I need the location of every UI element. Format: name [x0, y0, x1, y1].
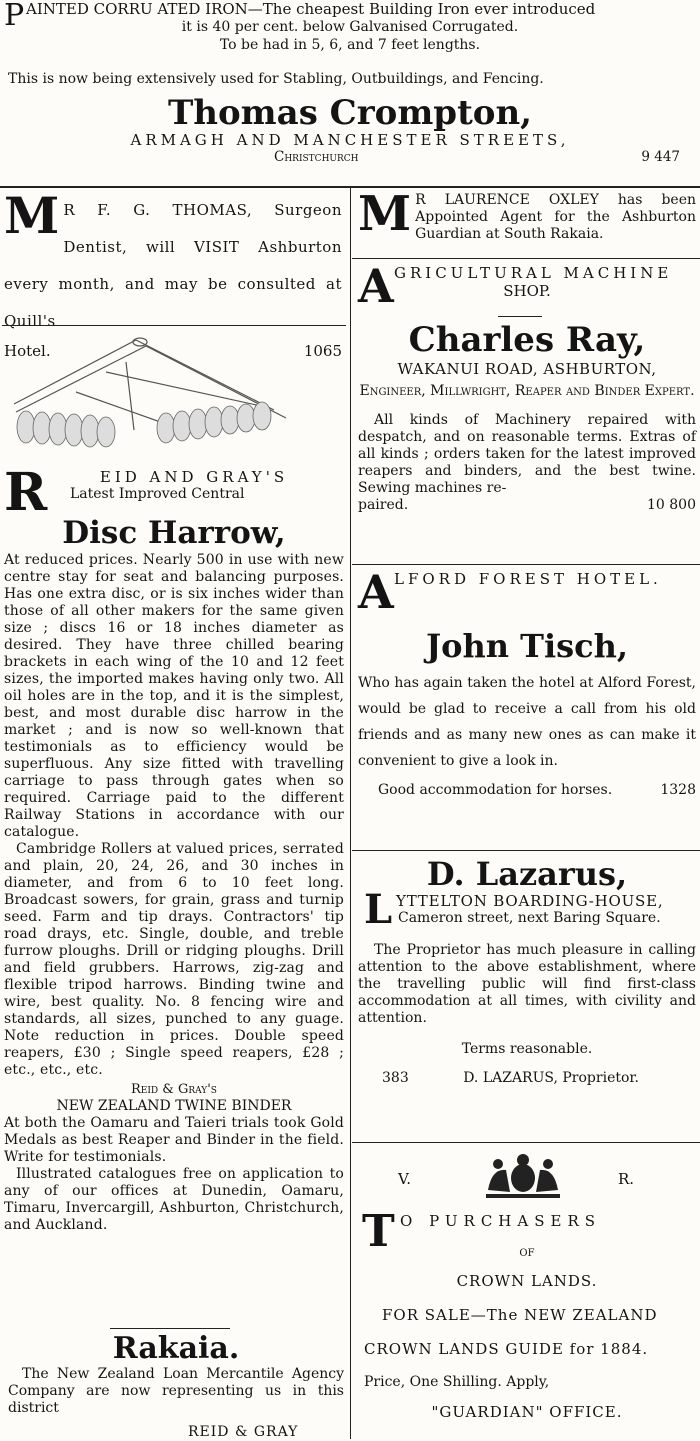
rakaia-advert: [8, 1331, 344, 1440]
agricultural-advert: [358, 259, 696, 514]
agri-heading-2: SHOP.: [503, 282, 551, 300]
harrow-engraving: [6, 332, 302, 450]
crown-lands: CROWN LANDS.: [456, 1272, 598, 1290]
alford-name: John Tisch,: [425, 627, 629, 665]
crown-v: V.: [398, 1170, 411, 1188]
lazarus-sign: D. LAZARUS, Proprietor.: [463, 1070, 640, 1086]
rakaia-sign: REID & GRAY: [188, 1424, 299, 1440]
iron-line-3: To be had in 5, 6, and 7 feet lengths.: [219, 37, 481, 53]
iron-headline: [4, 0, 696, 54]
lazarus-heading: YTTELTON BOARDING-HOUSE,: [396, 892, 664, 910]
agri-ref: 10 800: [647, 497, 696, 513]
reid-title: Disc Harrow,: [62, 515, 286, 551]
column-divider: [350, 188, 351, 1439]
lazarus-dropcap: L: [364, 886, 393, 933]
oxley-advert: [358, 186, 696, 243]
iron-dropcap: P: [4, 0, 25, 33]
crompton-ref: 9 447: [641, 149, 680, 165]
agri-trades: Engineer, Millwright, Reaper and Binder Expert.: [359, 383, 695, 399]
rule-rakaia: [110, 1328, 230, 1329]
agri-name: Charles Ray,: [408, 320, 646, 360]
alford-heading: LFORD FOREST HOTEL.: [394, 570, 662, 588]
reid-para-1: At reduced prices. Nearly 500 in use with new centre stay for seat and balancing purposes. Has one extra disc, or is six inches wider than those of all other makers for the same given size ; discs 16 or 18 inches diameter as desired. They have three chilled bearing brackets in each wing of the 10 and 12 feet sizes, the imported makes having only two. All oil holes are in the top, and it is the simplest, best, and most durable disc harrow in the market ; and is now so well-known that testimonials as to efficiency would be superfluous. Any size fitted with travelling carriage to pass through gates when so required. Carriage paid to the different Railway Stations in accordance with our catalogue.: [4, 552, 344, 840]
crown-line-1: FOR SALE—The NEW ZEALAND: [382, 1306, 658, 1324]
lazarus-terms: Terms reasonable.: [461, 1041, 593, 1057]
rakaia-text: The New Zealand Loan Mercantile Agency Company are now representing us in this district: [8, 1366, 344, 1416]
oxley-text: R LAURENCE OXLEY has been Appointed Agent for the Ashburton Guardian at South Rakaia.: [415, 192, 696, 242]
rule-lazarus: [352, 1142, 700, 1143]
iron-line-2: it is 40 per cent. below Galvanised Corrugated.: [181, 19, 519, 35]
alford-text: Who has again taken the hotel at Alford Forest, would be glad to receive a call from his old friends and as many new ones as can make it convenient to give a look in.: [358, 675, 696, 769]
crown-heading: O PURCHASERS: [400, 1212, 602, 1230]
binder-title: NEW ZEALAND TWINE BINDER: [56, 1098, 292, 1114]
crown-line-2: CROWN LANDS GUIDE for 1884.: [364, 1340, 649, 1358]
lazarus-ref: 383: [382, 1070, 409, 1086]
crown-r: R.: [618, 1170, 635, 1188]
agri-short-rule: [498, 316, 542, 317]
reid-para-2: Cambridge Rollers at valued prices, serrated and plain, 20, 24, 26, and 30 inches in diameter, and from 6 to 10 feet long. Broadcast sowers, for grain, grass and turnip seed. Farm and tip drays. Contractors' tip road drays, etc. Single, double, and treble furrow ploughs. Drill or ridging ploughs. Drill and field grubbers. Harrows, zig-zag and flexible tripod harrows. Binding twine and wire, best quality. No. 8 fencing wire and standards, all sizes, punched to any guage. Note reduction in prices. Double speed reapers, £30 ; Single speed reapers, £28 ; etc., etc., etc.: [4, 841, 344, 1078]
crown-line-4: "GUARDIAN" OFFICE.: [431, 1403, 623, 1421]
alford-ref: 1328: [660, 782, 696, 798]
binder-brand: Reid & Gray's: [131, 1082, 217, 1097]
crompton-name: Thomas Crompton,: [167, 93, 533, 133]
iron-line-1: AINTED CORRU ATED IRON—The cheapest Building Iron ever introduced: [26, 0, 596, 18]
agri-dropcap: A: [358, 259, 394, 313]
agri-address: WAKANUI ROAD, ASHBURTON,: [397, 360, 657, 378]
thomas-text: R F. G. THOMAS, Surgeon Dentist, will VISIT Ashburton every month, and may be consulted at Quill's: [4, 201, 342, 330]
crompton-advert: [4, 0, 696, 165]
rakaia-title: Rakaia.: [112, 1331, 240, 1366]
lazarus-name: D. Lazarus,: [426, 855, 628, 893]
lazarus-sub: Cameron street, next Baring Square.: [398, 910, 661, 926]
crown-line-3: Price, One Shilling. Apply,: [364, 1374, 550, 1390]
lazarus-text: The Proprietor has much pleasure in calling attention to the above establishment, where the travelling public will find first-class accommodation at all times, with civility and attention.: [358, 942, 696, 1026]
thomas-dropcap: M: [4, 186, 60, 245]
iron-line-4: This is now being extensively used for Stabling, Outbuildings, and Fencing.: [8, 71, 544, 87]
thomas-last: Hotel.: [4, 342, 51, 360]
rule-thomas: [2, 325, 346, 326]
reid-para-4: Illustrated catalogues free on application to any of our offices at Dunedin, Oamaru, Timaru, Invercargill, Ashburton, Christchurch, and Auckland.: [4, 1166, 344, 1233]
rule-agri: [352, 564, 700, 565]
reid-dropcap: R: [4, 462, 48, 523]
crown-dropcap: T: [362, 1206, 395, 1257]
agri-heading: GRICULTURAL MACHINE: [394, 264, 673, 282]
crompton-city: Christchurch: [274, 149, 359, 165]
reid-subheading: Latest Improved Central: [70, 486, 245, 502]
rule-oxley: [352, 258, 700, 259]
reid-gray-advert: [4, 462, 344, 1234]
reid-para-3: At both the Oamaru and Taieri trials took Gold Medals as best Reaper and Binder in the field. Write for testimonials.: [4, 1115, 344, 1165]
agri-text: All kinds of Machinery repaired with despatch, and on reasonable terms. Extras of all kinds ; orders taken for the latest improved reapers and binders, and the best twine. Sewing machines re-: [358, 412, 696, 496]
alford-dropcap: A: [358, 565, 394, 619]
royal-arms-icon: [478, 1150, 568, 1202]
crown-of: OF: [519, 1248, 535, 1259]
rule-alford: [352, 850, 700, 851]
alford-footer: Good accommodation for horses.: [378, 782, 613, 798]
reid-heading: EID AND GRAY'S: [99, 468, 289, 486]
lazarus-advert: [358, 856, 696, 1087]
agri-last: paired.: [358, 497, 409, 513]
thomas-ref: 1065: [303, 342, 342, 360]
crompton-address: ARMAGH AND MANCHESTER STREETS,: [130, 131, 570, 149]
harrow-illustration: [6, 332, 302, 450]
crown-lands-advert: [358, 1150, 696, 1421]
alford-advert: [358, 565, 696, 799]
oxley-dropcap: M: [358, 186, 412, 242]
